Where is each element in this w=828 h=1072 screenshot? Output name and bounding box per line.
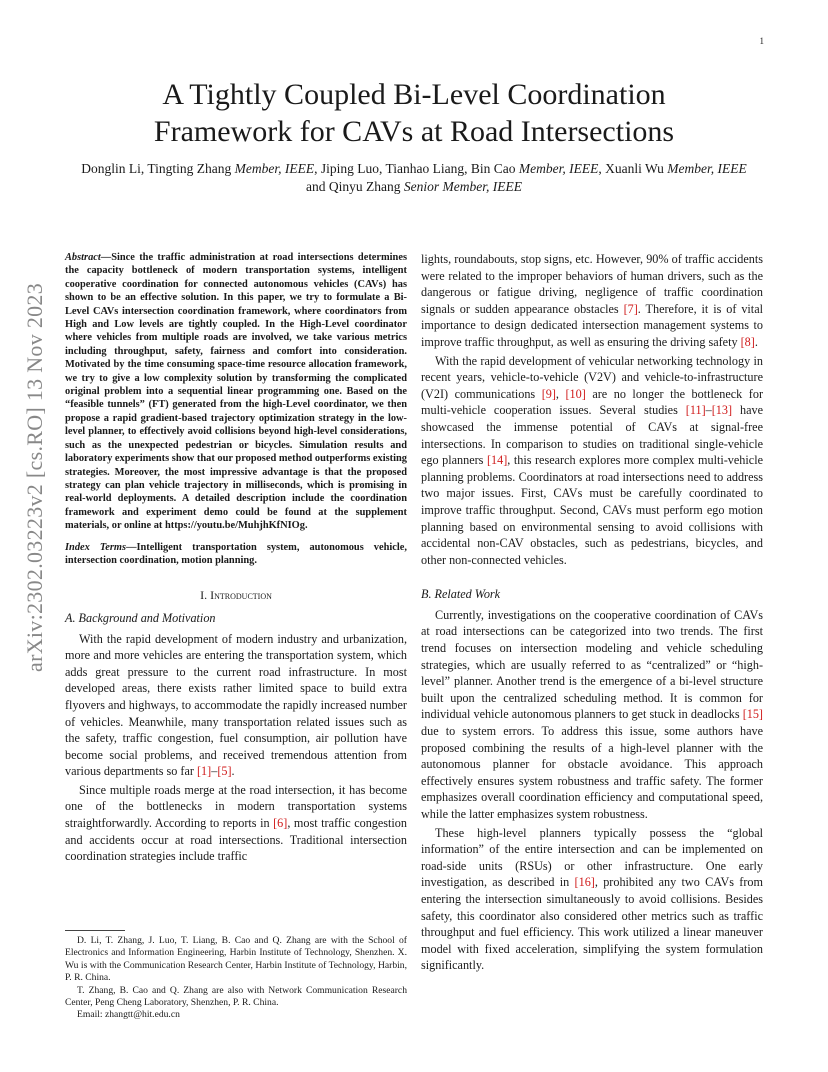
title-line-1: A Tightly Coupled Bi-Level Coordination: [162, 78, 666, 111]
abstract: [65, 251, 407, 533]
citation-range-dash: –: [705, 403, 712, 418]
paragraph-text: , most traffic congestion and accidents occur at road intersections. Traditional intersection coordination strategies include traffic: [65, 816, 407, 864]
author-membership-3: Member, IEEE: [667, 161, 747, 176]
citation-link[interactable]: [11]: [685, 403, 706, 418]
paragraph-text: Currently, investigations on the cooperative coordination of CAVs at road intersections can be categorized into two trends. The first trend focuses on intersection modeling and vehicle scheduling strategies, which are usually referred to as “centralized” or “high-level” planner. Another trend is the emergence of a bi-level structure built upon the centralized scheduling method. It is common for individual vehicle autonomous planners to get stuck in deadlocks: [421, 607, 763, 722]
citation-link[interactable]: [5]: [217, 764, 232, 779]
author-names-3: , Xuanli Wu: [598, 161, 668, 176]
citation-link[interactable]: [10]: [565, 386, 586, 401]
author-membership-4: Senior Member, IEEE: [403, 179, 522, 194]
footnote-affiliation-2: T. Zhang, B. Cao and Q. Zhang are also with Network Communication Research Center, Peng Cheng Laboratory, Shenzhen, P. R. China.: [65, 984, 407, 1009]
citation-link[interactable]: [15]: [742, 707, 763, 722]
citation-link[interactable]: [14]: [486, 453, 508, 468]
paragraph-intro-1: [65, 631, 407, 780]
citation-link[interactable]: [13]: [711, 403, 733, 418]
paragraph-text: , this research explores more complex multi-vehicle planning problems. Coordinators at road intersections need to address two major issues. First, CAVs must be carefully coordinated to improve traffic throughput. Second, CAVs must perform ego motion planning based on environmental sensing to avoid collisions with accidental non-CAV obstacles, such as pedestrians, bicycles, and other non-connected vehicles.: [421, 453, 763, 567]
citation-link[interactable]: [1]: [197, 764, 212, 779]
section-heading-introduction: [65, 587, 407, 604]
citation-range-dash: –: [211, 764, 218, 779]
footnotes: [65, 930, 407, 1022]
index-terms: [65, 541, 407, 568]
index-terms-text: —Intelligent transportation system, autonomous vehicle, intersection coordination, motion planning.: [65, 541, 407, 566]
author-membership-1: Member, IEEE: [234, 161, 315, 176]
section-numeral: I.: [200, 588, 211, 603]
abstract-text: —Since the traffic administration at road intersections determines the capacity bottleneck of modern transportation systems, intelligent cooperative coordination for connected autonomous vehicles (CAVs) has shown to be an effective solution. In this paper, we try to formulate a Bi-Level CAVs intersection coordination framework, where coordinators from High and Low levels are tightly coupled. In the High-Level coordinator where vehicles from multiple roads are involved, we take various metrics including throughput, safety, fairness and comfort into consideration. Motivated by the time consuming space-time resource allocation framework, we try to give a low complexity solution by transforming the complicated original problem into a sequential linear programming one. Based on the “feasible tunnels” (FT) generated from the high-Level coordinator, we then propose a rapid gradient-based trajectory optimization strategy in the low-level planner, to effectively avoid collisions beyond high-level considerations, such as the unexpected pedestrian or bicycles. Simulation results and laboratory experiments show that our proposed method outperforms existing strategies. Moreover, the most impressive advantage is that the proposed strategy can plan vehicle trajectory in milliseconds, which is promising in real-world deployments. A detailed description include the coordination framework and experiment demo could be found at the supplement materials, or online at https://youtu.be/MuhjhKfNIOg.: [65, 252, 407, 532]
citation-link[interactable]: [9]: [541, 386, 556, 401]
paragraph-text: , prohibited any two CAVs from entering the intersection simultaneously to avoid collisions. Besides safety, this coordinator also considered other metrics such as traffic throughput and fuel efficiency. This work utilized a linear maneuver model with fixed acceleration, simplifying the system formulation significantly.: [421, 875, 763, 973]
left-column: [65, 251, 407, 865]
paragraph-intro-2: [65, 782, 407, 865]
paragraph-text: lights, roundabouts, stop signs, etc. However, 90% of traffic accidents were related to the improper behaviors of human drivers, such as the dangerous or fatigue driving, negligence of traffic coordination signals or sudden appearance obstacles: [421, 252, 763, 316]
arxiv-identifier-stamp[interactable]: arXiv:2302.03223v2 [cs.RO] 13 Nov 2023: [22, 282, 47, 672]
paragraph-continued: [421, 251, 763, 351]
footnote-rule: [65, 930, 125, 931]
author-names-2: , Jiping Luo, Tianhao Liang, Bin Cao: [314, 161, 519, 176]
right-column: [421, 251, 763, 974]
citation-link[interactable]: [6]: [273, 816, 288, 831]
citation-link[interactable]: [8]: [740, 334, 755, 349]
citation-link[interactable]: [7]: [623, 301, 638, 316]
author-names-4: and Qinyu Zhang: [306, 179, 404, 194]
paragraph-related-2: [421, 825, 763, 974]
paragraph-text: .: [754, 334, 758, 349]
subsection-heading-related-work: B. Related Work: [421, 587, 501, 602]
paragraph-text: are no longer the bottleneck for multi-vehicle cooperation issues. Several studies: [421, 386, 764, 418]
page-number: 1: [759, 36, 764, 46]
footnote-affiliation: D. Li, T. Zhang, J. Luo, T. Liang, B. Cao and Q. Zhang are with the School of Electronics and Information Engineering, Harbin Institute of Technology, Shenzhen. X. Wu is with the Communication Research Center, Harbin Institute of Technology, Harbin, P. R. China.: [65, 935, 407, 984]
footnote-email: Email: zhangtt@hit.edu.cn: [77, 1009, 180, 1021]
section-title: Introduction: [210, 588, 272, 603]
paragraph-text: With the rapid development of vehicular networking technology in recent years, vehicle-to-vehicle (V2V) and vehicle-to-infrastructure (V2I) communications: [421, 353, 763, 401]
paper-title: [60, 76, 768, 150]
title-line-2: Framework for CAVs at Road Intersections: [153, 115, 675, 148]
paragraph-related-1: [421, 607, 763, 823]
paragraph-text: These high-level planners typically possess the “global information” of the entire intersection and can be implemented on road-side units (RSUs) or other infrastructure. One early investigation, as described in: [421, 825, 763, 890]
author-membership-2: Member, IEEE: [518, 161, 599, 176]
index-terms-lead: Index Terms: [65, 541, 127, 553]
paragraph-text: have showcased the immense potential of CAVs at signal-free intersections. In comparison to studies on traditional single-vehicle ego planners: [421, 403, 763, 468]
author-names-1: Donglin Li, Tingting Zhang: [81, 161, 235, 176]
paragraph-v2x: [421, 353, 763, 569]
paragraph-text: With the rapid development of modern industry and urbanization, more and more vehicles are entering the transportation system, which adds great pressure to the current road infrastructure. In most developed areas, there exists rather limited space to build extra flyovers and highways, to accommodate the rapidly increased number of vehicles. Meanwhile, many transportation related issues such as the safety, traffic congestion, fuel consumption, air pollution have become social problems, and received tremendous attention from various departments so far: [65, 631, 407, 779]
subsection-heading-background: A. Background and Motivation: [65, 610, 216, 625]
paragraph-text: . Therefore, it is of vital importance to design dedicated intersection management systems to improve traffic throughput, as well as ensuring the driving safety: [421, 301, 763, 349]
paragraph-text: Since multiple roads merge at the road intersection, it has become one of the bottlenecks in modern transportation systems straightforwardly. According to reports in: [65, 782, 407, 831]
paragraph-text: due to system errors. To address this issue, some authors have proposed combining the results of a high-level planner with the autonomous planner for obstacle avoidance. This approach effectively ensures system robustness and traffic safety. The former emphasizes overall coordination efficiency and computational speed, while the latter emphasizes system robustness.: [421, 724, 763, 821]
abstract-lead: Abstract: [65, 252, 101, 263]
author-list: [80, 160, 748, 196]
paragraph-text: .: [231, 764, 235, 779]
paragraph-text: ,: [555, 386, 566, 401]
citation-link[interactable]: [16]: [574, 875, 595, 890]
